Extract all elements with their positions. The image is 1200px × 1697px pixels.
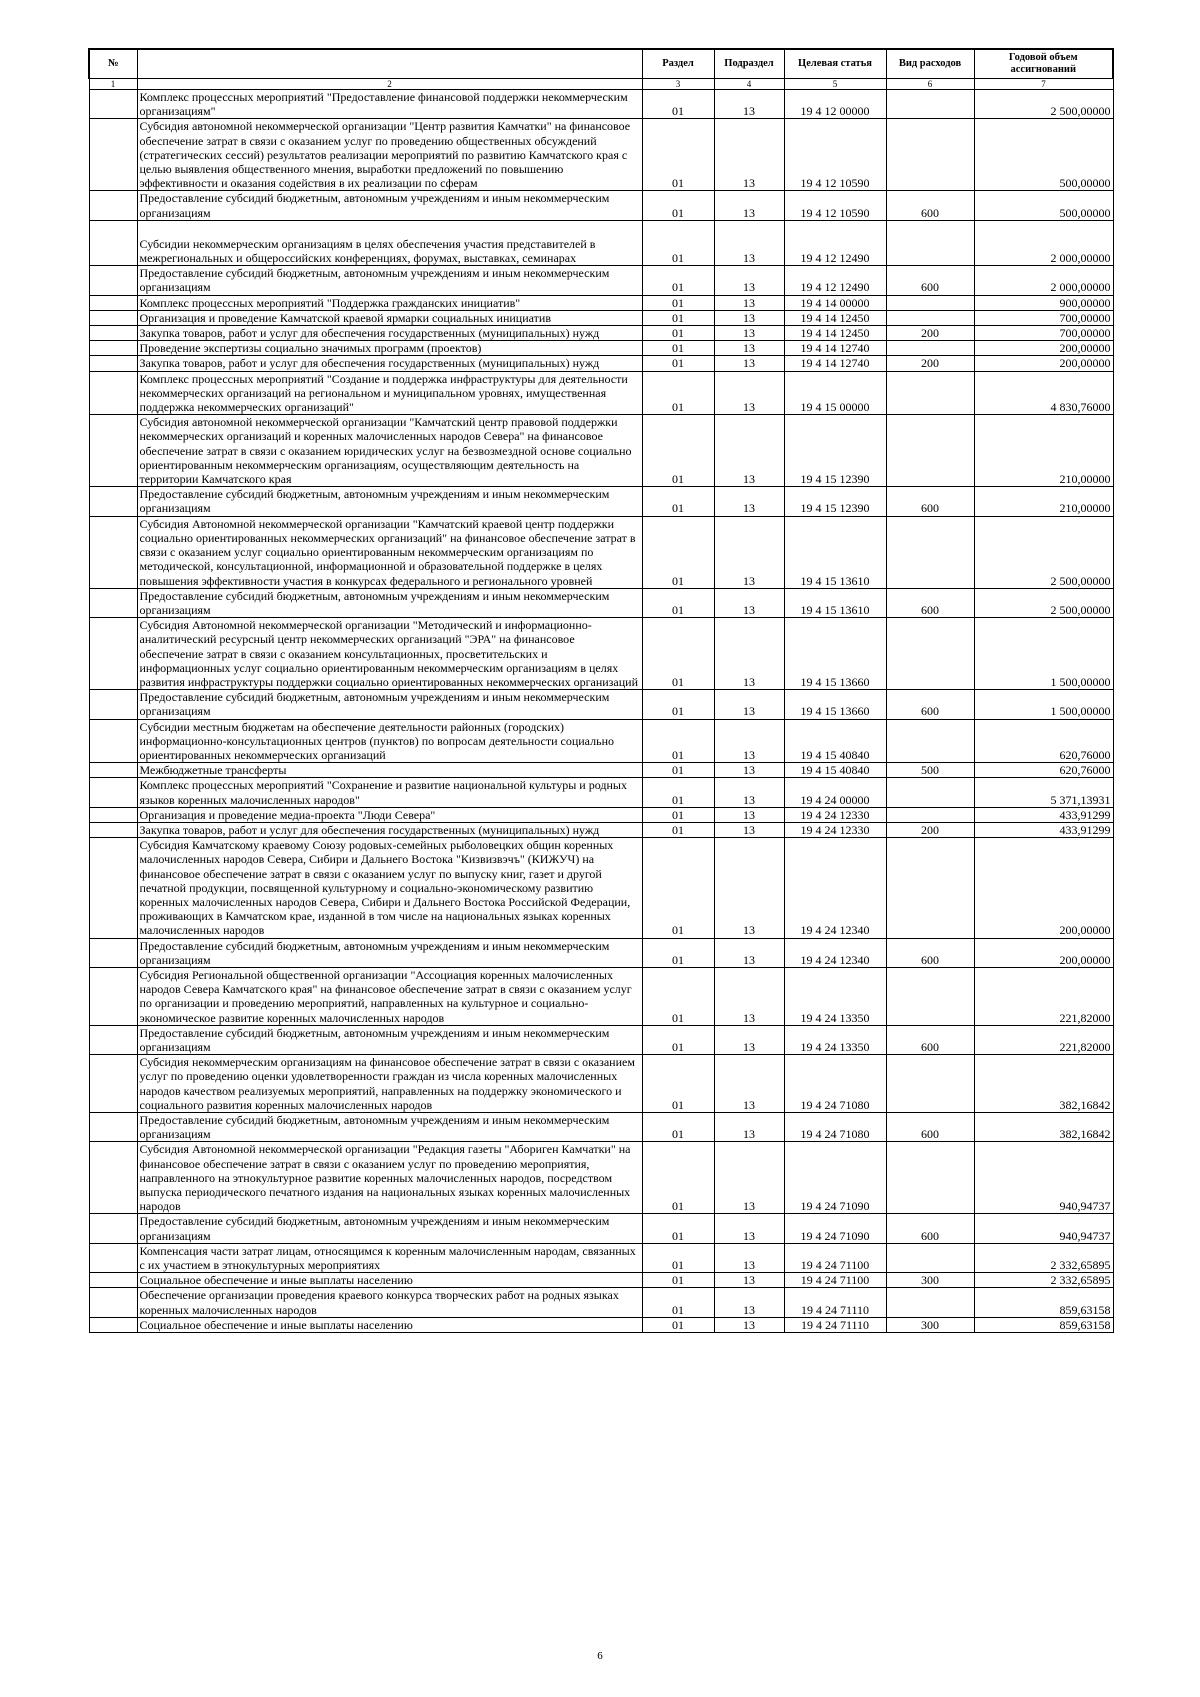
row-podrazdel-cell: 13 [714, 1142, 784, 1214]
table-row [89, 356, 1113, 371]
row-vid-cell [886, 1142, 974, 1214]
row-razdel-cell: 01 [642, 1055, 714, 1113]
row-razdel-cell: 01 [642, 618, 714, 690]
row-number-cell [89, 1113, 137, 1142]
row-vid-cell: 300 [886, 1317, 974, 1332]
row-amount-cell: 1 500,00000 [974, 618, 1113, 690]
row-number-cell [89, 838, 137, 938]
row-vid-cell: 500 [886, 763, 974, 778]
row-vid-cell [886, 618, 974, 690]
row-razdel-cell: 01 [642, 371, 714, 415]
row-target-cell: 19 4 24 71100 [784, 1243, 886, 1272]
row-razdel-cell: 01 [642, 356, 714, 371]
row-target-cell: 19 4 14 12740 [784, 356, 886, 371]
table-row [89, 1055, 1113, 1113]
row-number-cell [89, 1214, 137, 1243]
row-podrazdel-cell: 13 [714, 807, 784, 822]
row-razdel-cell: 01 [642, 310, 714, 325]
document-sheet [88, 48, 1112, 1333]
row-podrazdel-cell: 13 [714, 371, 784, 415]
row-number-cell [89, 807, 137, 822]
row-razdel-cell: 01 [642, 1142, 714, 1214]
row-amount-cell: 200,00000 [974, 838, 1113, 938]
row-vid-cell [886, 310, 974, 325]
row-target-cell: 19 4 24 71090 [784, 1214, 886, 1243]
row-razdel-cell: 01 [642, 1317, 714, 1332]
row-number-cell [89, 763, 137, 778]
row-podrazdel-cell: 13 [714, 220, 784, 265]
row-vid-cell [886, 371, 974, 415]
row-vid-cell: 600 [886, 266, 974, 295]
row-podrazdel-cell: 13 [714, 266, 784, 295]
table-row [89, 1113, 1113, 1142]
column-number: 2 [137, 79, 642, 90]
row-amount-cell: 2 000,00000 [974, 220, 1113, 265]
row-number-cell [89, 516, 137, 588]
row-name-cell: Предоставление субсидий бюджетным, автономным учреждениям и иным некоммерческим организациям [137, 1214, 642, 1243]
table-row [89, 371, 1113, 415]
row-name-cell: Закупка товаров, работ и услуг для обеспечения государственных (муниципальных) нужд [137, 822, 642, 837]
row-amount-cell: 940,94737 [974, 1214, 1113, 1243]
row-podrazdel-cell: 13 [714, 415, 784, 487]
row-amount-cell: 5 371,13931 [974, 778, 1113, 807]
row-name-cell: Субсидия автономной некоммерческой организации "Камчатский центр правовой поддержки некоммерческих организаций и коренных малочисленных народов Севера" на финансовое обеспечение затрат в связи с оказанием юридических услуг на безвозмездной основе социально ориентированным некоммерческим организациям, осуществляющим деятельность на территории Камчатского края [137, 415, 642, 487]
row-podrazdel-cell: 13 [714, 341, 784, 356]
row-number-cell [89, 618, 137, 690]
row-name-cell: Организация и проведение Камчатской краевой ярмарки социальных инициатив [137, 310, 642, 325]
row-number-cell [89, 1142, 137, 1214]
row-amount-cell: 200,00000 [974, 341, 1113, 356]
row-number-cell [89, 1288, 137, 1317]
row-target-cell: 19 4 24 00000 [784, 778, 886, 807]
table-row [89, 822, 1113, 837]
row-amount-cell: 382,16842 [974, 1055, 1113, 1113]
row-podrazdel-cell: 13 [714, 295, 784, 310]
row-vid-cell [886, 838, 974, 938]
row-podrazdel-cell: 13 [714, 1317, 784, 1332]
header-target: Целевая статья [784, 49, 886, 79]
row-name-cell: Компенсация части затрат лицам, относящимся к коренным малочисленным народам, связанных с их участием в этнокультурных мероприятиях [137, 1243, 642, 1272]
row-razdel-cell: 01 [642, 266, 714, 295]
row-vid-cell [886, 1243, 974, 1272]
column-number-row [89, 79, 1113, 90]
row-target-cell: 19 4 24 12340 [784, 938, 886, 967]
row-amount-cell: 2 500,00000 [974, 516, 1113, 588]
row-number-cell [89, 415, 137, 487]
row-razdel-cell: 01 [642, 938, 714, 967]
table-row [89, 1025, 1113, 1054]
row-razdel-cell: 01 [642, 90, 714, 119]
row-vid-cell [886, 1055, 974, 1113]
row-target-cell: 19 4 15 12390 [784, 487, 886, 516]
row-number-cell [89, 341, 137, 356]
row-vid-cell [886, 90, 974, 119]
row-podrazdel-cell: 13 [714, 690, 784, 719]
table-row [89, 1288, 1113, 1317]
row-razdel-cell: 01 [642, 1214, 714, 1243]
row-podrazdel-cell: 13 [714, 326, 784, 341]
row-number-cell [89, 1055, 137, 1113]
row-number-cell [89, 266, 137, 295]
row-podrazdel-cell: 13 [714, 1025, 784, 1054]
row-razdel-cell: 01 [642, 1273, 714, 1288]
row-target-cell: 19 4 15 13660 [784, 690, 886, 719]
row-vid-cell: 600 [886, 1214, 974, 1243]
table-row [89, 1142, 1113, 1214]
row-target-cell: 19 4 15 40840 [784, 763, 886, 778]
row-name-cell: Социальное обеспечение и иные выплаты населению [137, 1273, 642, 1288]
row-amount-cell: 200,00000 [974, 356, 1113, 371]
table-row [89, 1214, 1113, 1243]
row-podrazdel-cell: 13 [714, 1214, 784, 1243]
row-amount-cell: 2 332,65895 [974, 1273, 1113, 1288]
row-podrazdel-cell: 13 [714, 1288, 784, 1317]
row-amount-cell: 210,00000 [974, 415, 1113, 487]
row-vid-cell [886, 967, 974, 1025]
row-target-cell: 19 4 24 12340 [784, 838, 886, 938]
row-vid-cell [886, 119, 974, 191]
row-vid-cell [886, 807, 974, 822]
row-vid-cell: 600 [886, 690, 974, 719]
row-razdel-cell: 01 [642, 487, 714, 516]
row-razdel-cell: 01 [642, 119, 714, 191]
column-number: 4 [714, 79, 784, 90]
table-row [89, 326, 1113, 341]
row-target-cell: 19 4 24 13350 [784, 1025, 886, 1054]
row-vid-cell [886, 1288, 974, 1317]
row-razdel-cell: 01 [642, 822, 714, 837]
row-target-cell: 19 4 15 40840 [784, 719, 886, 763]
row-name-cell: Комплекс процессных мероприятий "Поддержка гражданских инициатив" [137, 295, 642, 310]
row-vid-cell [886, 220, 974, 265]
row-target-cell: 19 4 14 12740 [784, 341, 886, 356]
row-amount-cell: 210,00000 [974, 487, 1113, 516]
header-name [137, 49, 642, 79]
column-number: 7 [974, 79, 1113, 90]
row-podrazdel-cell: 13 [714, 763, 784, 778]
row-target-cell: 19 4 24 12330 [784, 807, 886, 822]
row-vid-cell: 200 [886, 326, 974, 341]
row-target-cell: 19 4 12 12490 [784, 266, 886, 295]
row-number-cell [89, 90, 137, 119]
row-name-cell: Предоставление субсидий бюджетным, автономным учреждениям и иным некоммерческим организациям [137, 266, 642, 295]
row-amount-cell: 221,82000 [974, 967, 1113, 1025]
table-row [89, 838, 1113, 938]
row-amount-cell: 500,00000 [974, 119, 1113, 191]
row-razdel-cell: 01 [642, 1025, 714, 1054]
row-razdel-cell: 01 [642, 1243, 714, 1272]
row-number-cell [89, 588, 137, 617]
table-row [89, 516, 1113, 588]
row-amount-cell: 940,94737 [974, 1142, 1113, 1214]
row-name-cell: Закупка товаров, работ и услуг для обеспечения государственных (муниципальных) нужд [137, 356, 642, 371]
table-row [89, 807, 1113, 822]
page-number: 6 [597, 1650, 603, 1662]
table-row [89, 1273, 1113, 1288]
row-podrazdel-cell: 13 [714, 1243, 784, 1272]
row-vid-cell: 600 [886, 1113, 974, 1142]
row-razdel-cell: 01 [642, 690, 714, 719]
row-number-cell [89, 690, 137, 719]
row-vid-cell: 200 [886, 822, 974, 837]
row-number-cell [89, 220, 137, 265]
table-row [89, 415, 1113, 487]
row-name-cell: Предоставление субсидий бюджетным, автономным учреждениям и иным некоммерческим организациям [137, 1113, 642, 1142]
row-number-cell [89, 326, 137, 341]
row-podrazdel-cell: 13 [714, 1113, 784, 1142]
row-vid-cell [886, 295, 974, 310]
row-number-cell [89, 487, 137, 516]
row-razdel-cell: 01 [642, 588, 714, 617]
row-podrazdel-cell: 13 [714, 487, 784, 516]
row-name-cell: Предоставление субсидий бюджетным, автономным учреждениям и иным некоммерческим организациям [137, 588, 642, 617]
row-razdel-cell: 01 [642, 191, 714, 220]
row-name-cell: Субсидия Автономной некоммерческой организации "Редакция газеты "Абориген Камчатки" на финансовое обеспечение затрат в связи с оказанием услуг по проведению мероприятия, направленного на этнокультурное развитие коренных малочисленных народов, посредством выпуска периодического печатного издания на национальных языках коренных малочисленных народов [137, 1142, 642, 1214]
header-number: № [89, 49, 137, 79]
row-name-cell: Предоставление субсидий бюджетным, автономным учреждениям и иным некоммерческим организациям [137, 1025, 642, 1054]
row-name-cell: Проведение экспертизы социально значимых программ (проектов) [137, 341, 642, 356]
table-row [89, 588, 1113, 617]
column-number: 1 [89, 79, 137, 90]
row-razdel-cell: 01 [642, 807, 714, 822]
table-row [89, 778, 1113, 807]
row-number-cell [89, 119, 137, 191]
row-target-cell: 19 4 24 71080 [784, 1055, 886, 1113]
header-razdel: Раздел [642, 49, 714, 79]
row-name-cell: Субсидия Автономной некоммерческой организации "Камчатский краевой центр поддержки социально ориентированных некоммерческих организаций" на финансовое обеспечение затрат в связи с оказанием услуг социально ориентированным некоммерческим организациям по методической, консультационной, информационной и образовательной поддержке в целях повышения эффективности участия в конкурсах федерального и регионального уровней [137, 516, 642, 588]
row-name-cell: Субсидии местным бюджетам на обеспечение деятельности районных (городских) информационно-консультационных центров (пунктов) по вопросам деятельности социально ориентированных некоммерческих организаций [137, 719, 642, 763]
row-number-cell [89, 938, 137, 967]
row-podrazdel-cell: 13 [714, 191, 784, 220]
row-podrazdel-cell: 13 [714, 838, 784, 938]
row-target-cell: 19 4 15 13610 [784, 516, 886, 588]
row-vid-cell [886, 719, 974, 763]
row-target-cell: 19 4 15 00000 [784, 371, 886, 415]
row-target-cell: 19 4 24 71110 [784, 1317, 886, 1332]
row-number-cell [89, 371, 137, 415]
row-amount-cell: 620,76000 [974, 763, 1113, 778]
row-podrazdel-cell: 13 [714, 119, 784, 191]
row-razdel-cell: 01 [642, 415, 714, 487]
row-podrazdel-cell: 13 [714, 1055, 784, 1113]
row-podrazdel-cell: 13 [714, 938, 784, 967]
row-number-cell [89, 191, 137, 220]
row-vid-cell: 600 [886, 1025, 974, 1054]
row-target-cell: 19 4 12 10590 [784, 191, 886, 220]
row-vid-cell: 600 [886, 487, 974, 516]
row-amount-cell: 700,00000 [974, 310, 1113, 325]
table-row [89, 90, 1113, 119]
row-amount-cell: 2 000,00000 [974, 266, 1113, 295]
row-target-cell: 19 4 24 71080 [784, 1113, 886, 1142]
row-amount-cell: 900,00000 [974, 295, 1113, 310]
row-target-cell: 19 4 15 13660 [784, 618, 886, 690]
row-target-cell: 19 4 24 71110 [784, 1288, 886, 1317]
row-podrazdel-cell: 13 [714, 778, 784, 807]
row-amount-cell: 1 500,00000 [974, 690, 1113, 719]
table-row [89, 763, 1113, 778]
row-podrazdel-cell: 13 [714, 618, 784, 690]
column-number: 5 [784, 79, 886, 90]
row-target-cell: 19 4 24 13350 [784, 967, 886, 1025]
row-podrazdel-cell: 13 [714, 356, 784, 371]
table-row [89, 310, 1113, 325]
row-razdel-cell: 01 [642, 341, 714, 356]
row-razdel-cell: 01 [642, 719, 714, 763]
row-number-cell [89, 310, 137, 325]
table-body [89, 90, 1113, 1333]
header-amount: Годовой объем ассигнований [974, 49, 1113, 79]
table-row [89, 719, 1113, 763]
row-target-cell: 19 4 24 12330 [784, 822, 886, 837]
row-amount-cell: 433,91299 [974, 807, 1113, 822]
row-name-cell: Комплекс процессных мероприятий "Сохранение и развитие национальной культуры и родных языков коренных малочисленных народов" [137, 778, 642, 807]
table-row [89, 119, 1113, 191]
row-vid-cell: 600 [886, 588, 974, 617]
column-number: 6 [886, 79, 974, 90]
row-amount-cell: 620,76000 [974, 719, 1113, 763]
row-amount-cell: 859,63158 [974, 1288, 1113, 1317]
row-amount-cell: 500,00000 [974, 191, 1113, 220]
row-name-cell: Организация и проведение медиа-проекта "Люди Севера" [137, 807, 642, 822]
row-razdel-cell: 01 [642, 516, 714, 588]
table-row [89, 220, 1113, 265]
table-row [89, 191, 1113, 220]
row-name-cell: Обеспечение организации проведения краевого конкурса творческих работ на родных языках коренных малочисленных народов [137, 1288, 642, 1317]
row-amount-cell: 2 500,00000 [974, 588, 1113, 617]
row-podrazdel-cell: 13 [714, 90, 784, 119]
budget-table [88, 48, 1114, 1333]
row-amount-cell: 700,00000 [974, 326, 1113, 341]
row-amount-cell: 2 332,65895 [974, 1243, 1113, 1272]
row-podrazdel-cell: 13 [714, 310, 784, 325]
table-row [89, 1243, 1113, 1272]
row-name-cell: Социальное обеспечение и иные выплаты населению [137, 1317, 642, 1332]
row-number-cell [89, 719, 137, 763]
row-number-cell [89, 1025, 137, 1054]
row-name-cell: Субсидия некоммерческим организациям на финансовое обеспечение затрат в связи с оказанием услуг по проведению оценки удовлетворенности граждан из числа коренных малочисленных народов качеством реализуемых мероприятий, направленных на поддержку экономического и социального развития коренных малочисленных народов [137, 1055, 642, 1113]
row-vid-cell: 600 [886, 938, 974, 967]
row-name-cell: Комплекс процессных мероприятий "Создание и поддержка инфраструктуры для деятельности некоммерческих организаций на региональном и муниципальном уровнях, имущественная поддержка некоммерческих организаций" [137, 371, 642, 415]
row-amount-cell: 382,16842 [974, 1113, 1113, 1142]
row-name-cell: Субсидия Камчатскому краевому Союзу родовых-семейных рыболовецких общин коренных малочисленных народов Севера, Сибири и Дальнего Востока "Кизвизвэчъ" (КИЖУЧ) на финансовое обеспечение затрат в связи с оказанием услуг по выпуску книг, газет и другой печатной продукции, посвященной культурному и социально-экономическому развитию коренных малочисленных народов Севера, Сибири и Дальнего Востока Российской Федерации, проживающих в Камчатском крае, изданной в том числе на национальных языках коренных малочисленных народов [137, 838, 642, 938]
row-razdel-cell: 01 [642, 838, 714, 938]
row-name-cell: Субсидия Автономной некоммерческой организации "Методический и информационно-аналитический ресурсный центр некоммерческих организаций "ЭРА" на финансовое обеспечение затрат в связи с оказанием консультационных, просветительских и информационных услуг социально ориентированным некоммерческим организациям в целях развития инфраструктуры поддержки социально ориентированных некоммерческих организаций [137, 618, 642, 690]
row-name-cell: Субсидия автономной некоммерческой организации "Центр развития Камчатки" на финансовое обеспечение затрат в связи с оказанием услуг по проведению общественных обсуждений (стратегических сессий) результатов реализации мероприятий по развитию Камчатского края с целью выявления общественного мнения, выработки предложений по повышению эффективности и оказания содействия в их реализации по сферам [137, 119, 642, 191]
row-amount-cell: 4 830,76000 [974, 371, 1113, 415]
row-number-cell [89, 967, 137, 1025]
row-vid-cell: 200 [886, 356, 974, 371]
row-name-cell: Субсидия Региональной общественной организации "Ассоциация коренных малочисленных народов Севера Камчатского края" на финансовое обеспечение затрат в связи с оказанием услуг по организации и проведению мероприятий, направленных на культурное и социально-экономическое развитие коренных малочисленных народов [137, 967, 642, 1025]
row-target-cell: 19 4 24 71090 [784, 1142, 886, 1214]
column-number: 3 [642, 79, 714, 90]
table-row [89, 938, 1113, 967]
row-amount-cell: 433,91299 [974, 822, 1113, 837]
row-target-cell: 19 4 14 12450 [784, 326, 886, 341]
table-row [89, 341, 1113, 356]
row-number-cell [89, 778, 137, 807]
row-razdel-cell: 01 [642, 1113, 714, 1142]
row-number-cell [89, 356, 137, 371]
table-row [89, 266, 1113, 295]
table-row [89, 487, 1113, 516]
row-podrazdel-cell: 13 [714, 516, 784, 588]
row-target-cell: 19 4 12 12490 [784, 220, 886, 265]
row-razdel-cell: 01 [642, 295, 714, 310]
row-razdel-cell: 01 [642, 326, 714, 341]
table-row [89, 618, 1113, 690]
row-number-cell [89, 1317, 137, 1332]
row-vid-cell [886, 516, 974, 588]
row-amount-cell: 221,82000 [974, 1025, 1113, 1054]
row-target-cell: 19 4 14 00000 [784, 295, 886, 310]
row-number-cell [89, 822, 137, 837]
row-target-cell: 19 4 12 00000 [784, 90, 886, 119]
row-name-cell: Предоставление субсидий бюджетным, автономным учреждениям и иным некоммерческим организациям [137, 191, 642, 220]
row-number-cell [89, 1243, 137, 1272]
row-name-cell: Предоставление субсидий бюджетным, автономным учреждениям и иным некоммерческим организациям [137, 487, 642, 516]
row-vid-cell [886, 341, 974, 356]
row-podrazdel-cell: 13 [714, 719, 784, 763]
row-name-cell: Межбюджетные трансферты [137, 763, 642, 778]
row-target-cell: 19 4 14 12450 [784, 310, 886, 325]
table-row [89, 1317, 1113, 1332]
row-razdel-cell: 01 [642, 763, 714, 778]
table-row [89, 967, 1113, 1025]
row-name-cell: Субсидии некоммерческим организациям в целях обеспечения участия представителей в межрегиональных и общероссийских конференциях, форумах, выставках, семинарах [137, 220, 642, 265]
header-row [89, 49, 1113, 79]
row-target-cell: 19 4 24 71100 [784, 1273, 886, 1288]
row-number-cell [89, 1273, 137, 1288]
row-target-cell: 19 4 15 13610 [784, 588, 886, 617]
header-podrazdel: Подраздел [714, 49, 784, 79]
row-name-cell: Предоставление субсидий бюджетным, автономным учреждениям и иным некоммерческим организациям [137, 938, 642, 967]
row-vid-cell [886, 415, 974, 487]
row-vid-cell: 600 [886, 191, 974, 220]
row-razdel-cell: 01 [642, 778, 714, 807]
row-razdel-cell: 01 [642, 967, 714, 1025]
row-name-cell: Комплекс процессных мероприятий "Предоставление финансовой поддержки некоммерческим организациям" [137, 90, 642, 119]
row-podrazdel-cell: 13 [714, 822, 784, 837]
row-amount-cell: 2 500,00000 [974, 90, 1113, 119]
header-vid: Вид расходов [886, 49, 974, 79]
row-razdel-cell: 01 [642, 220, 714, 265]
row-number-cell [89, 295, 137, 310]
table-row [89, 690, 1113, 719]
row-vid-cell: 300 [886, 1273, 974, 1288]
row-name-cell: Предоставление субсидий бюджетным, автономным учреждениям и иным некоммерческим организациям [137, 690, 642, 719]
row-amount-cell: 200,00000 [974, 938, 1113, 967]
row-vid-cell [886, 778, 974, 807]
row-razdel-cell: 01 [642, 1288, 714, 1317]
row-target-cell: 19 4 12 10590 [784, 119, 886, 191]
row-podrazdel-cell: 13 [714, 588, 784, 617]
row-amount-cell: 859,63158 [974, 1317, 1113, 1332]
row-podrazdel-cell: 13 [714, 1273, 784, 1288]
row-target-cell: 19 4 15 12390 [784, 415, 886, 487]
table-row [89, 295, 1113, 310]
row-name-cell: Закупка товаров, работ и услуг для обеспечения государственных (муниципальных) нужд [137, 326, 642, 341]
row-podrazdel-cell: 13 [714, 967, 784, 1025]
